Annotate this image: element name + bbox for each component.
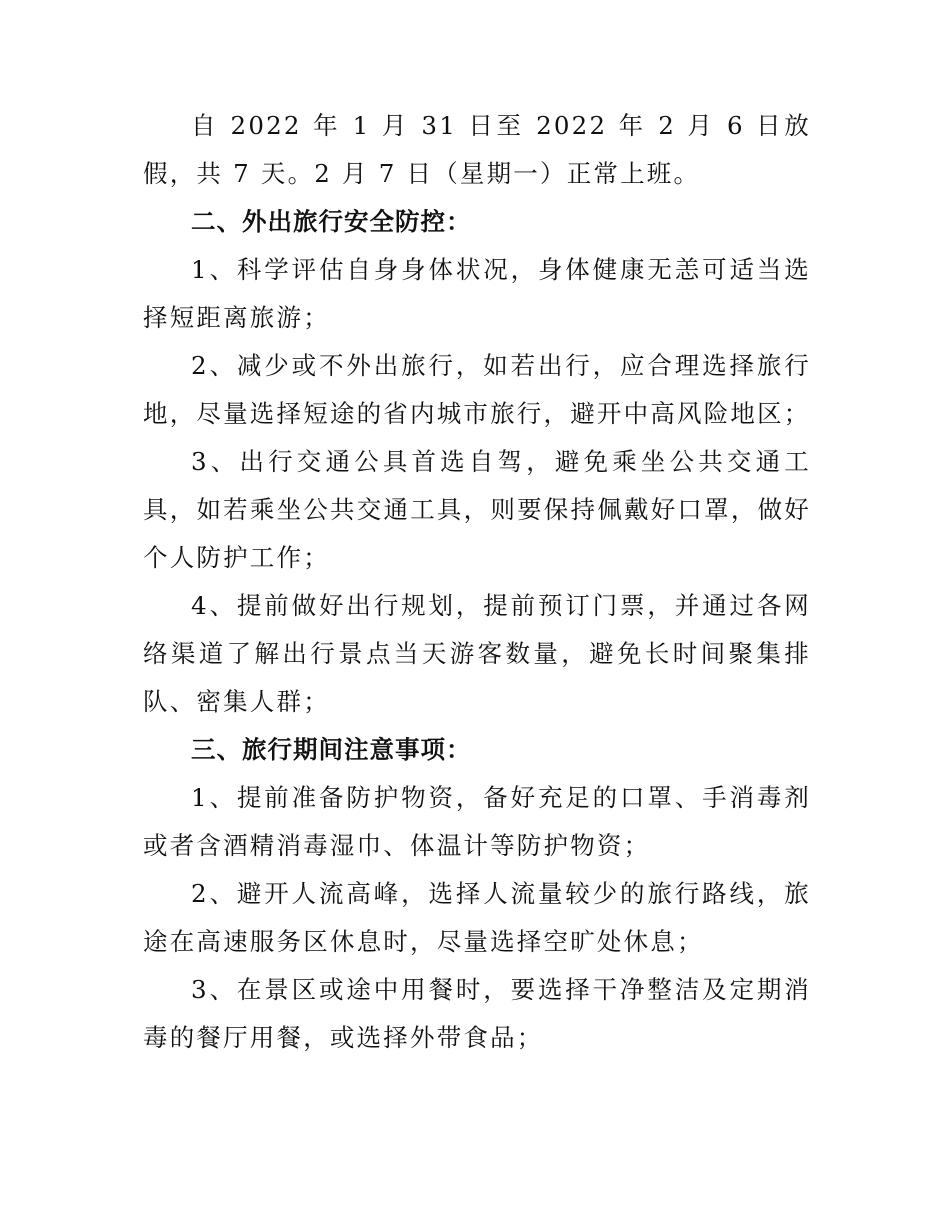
paragraph-holiday-dates: 自 2022 年 1 月 31 日至 2022 年 2 月 6 日放假，共 7 天。2 月 7 日（星期一）正常上班。: [143, 111, 811, 188]
document-body: [143, 102, 811, 1062]
heading-travel-safety: 二、外出旅行安全防控：: [191, 207, 472, 236]
paragraph-travel-item-3: 3、出行交通公具首选自驾，避免乘坐公共交通工具，如若乘坐公共交通工具，则要保持佩戴好口罩，做好个人防护工作；: [143, 447, 811, 572]
paragraph-notes-item-3: 3、在景区或途中用餐时，要选择干净整洁及定期消毒的餐厅用餐，或选择外带食品；: [143, 975, 811, 1052]
paragraph-travel-item-1: 1、科学评估自身身体状况，身体健康无恙可适当选择短距离旅游；: [143, 255, 811, 332]
heading-travel-notes: 三、旅行期间注意事项：: [191, 735, 472, 764]
paragraph-notes-item-2: 2、避开人流高峰，选择人流量较少的旅行路线，旅途在高速服务区休息时，尽量选择空旷处休息；: [143, 879, 811, 956]
paragraph-notes-item-1: 1、提前准备防护物资，备好充足的口罩、手消毒剂或者含酒精消毒湿巾、体温计等防护物资；: [143, 783, 811, 860]
paragraph-travel-item-4: 4、提前做好出行规划，提前预订门票，并通过各网络渠道了解出行景点当天游客数量，避免长时间聚集排队、密集人群；: [143, 591, 811, 716]
paragraph-travel-item-2: 2、减少或不外出旅行，如若出行，应合理选择旅行地，尽量选择短途的省内城市旅行，避开中高风险地区；: [143, 351, 811, 428]
